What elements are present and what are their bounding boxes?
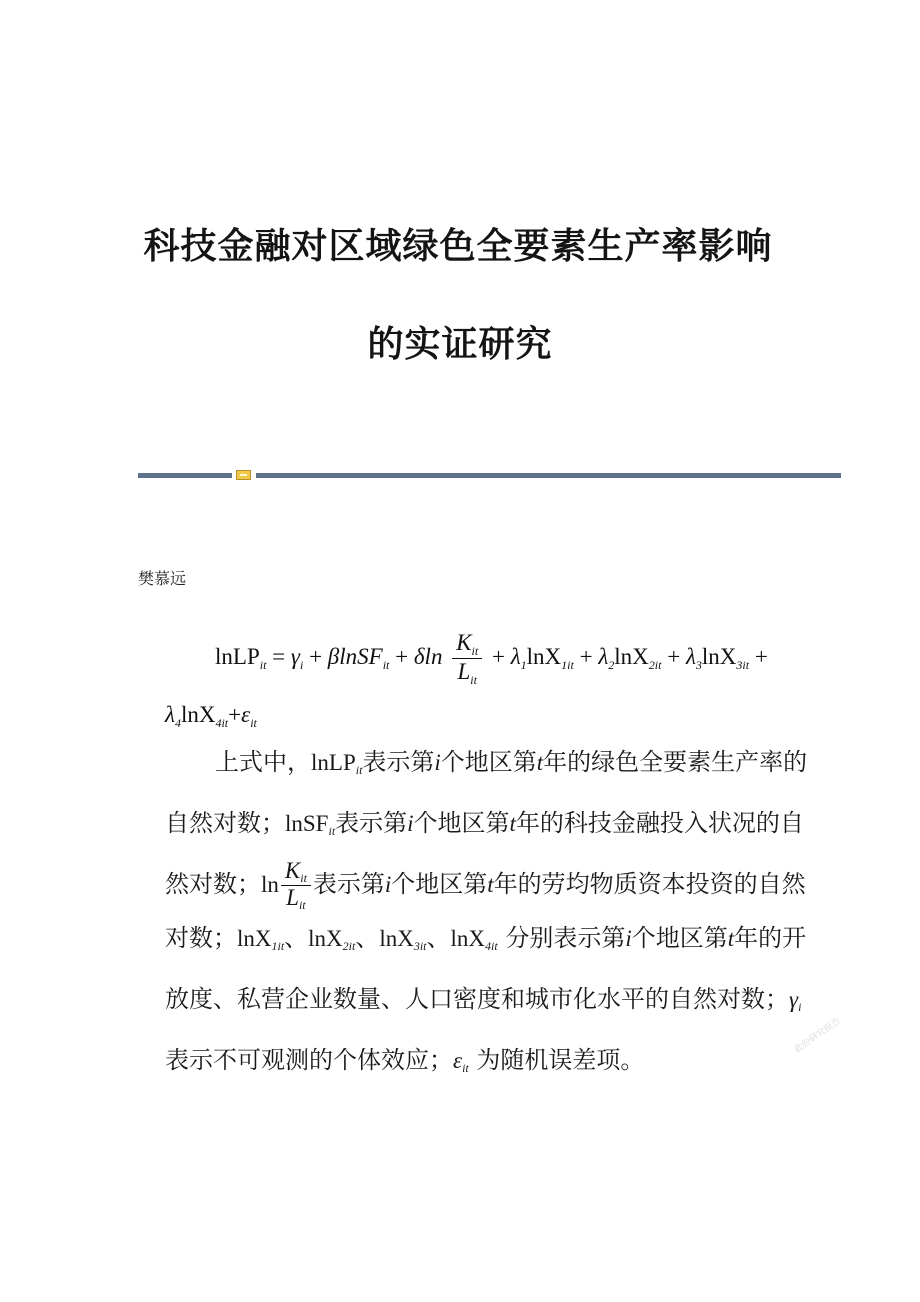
regression-equation-line-2: $\lambda_4\ln X_{4it}+\varepsilon_{it}$ [165, 702, 257, 730]
divider-bar-right [256, 473, 841, 478]
regression-equation-line-1: lnLP$_{it}$ = $\gamma_i$ + βlnSF$_{it}$ + δln $\frac{K_{it}}{L_{it}}$ + $\lambda_1\ln X_{1it} + \lambda_2\ln X_{2it} + \lambda_3\ln X_{3it}$ + [215, 630, 768, 688]
author-name: 樊慕远 [138, 569, 187, 588]
title-divider [138, 470, 841, 480]
divider-ornament-icon [236, 470, 251, 480]
document-title-line-1: 科技金融对区域绿色全要素生产率影响 [143, 225, 773, 267]
capital-labor-fraction-inline: $\frac{K_{it}}{L_{it}}$ [281, 859, 311, 911]
document-title-line-2: 的实证研究 [367, 323, 553, 365]
divider-bar-left [138, 473, 232, 478]
capital-labor-fraction: $\frac{K_{it}}{L_{it}}$ [452, 630, 482, 687]
variable-explanation-paragraph: 上式中，lnLP$_{it}$表示第i个地区第t年的绿色全要素生产率的自然对数；lnSF$_{it}$表示第i个地区第t年的科技金融投入状况的自然对数；ln $\frac{K_{it}}{L_{it}}$ 表示第i个地区第t年的劳均物质资本投资的自然对数；lnX$_{1it}$、lnX$_{2it}$、lnX$_{3it}$、lnX$_{4it}$ 分别表示第i个地区第t年的开放度、私营企业数量、人口密度和城市化水平的自然对数；$\gamma_i$ 表示不可观测的个体效应；$\varepsilon_{it}$ 为随机误差项。 [165, 748, 808, 1075]
watermark-text: 此份研究报告 [792, 1016, 843, 1056]
